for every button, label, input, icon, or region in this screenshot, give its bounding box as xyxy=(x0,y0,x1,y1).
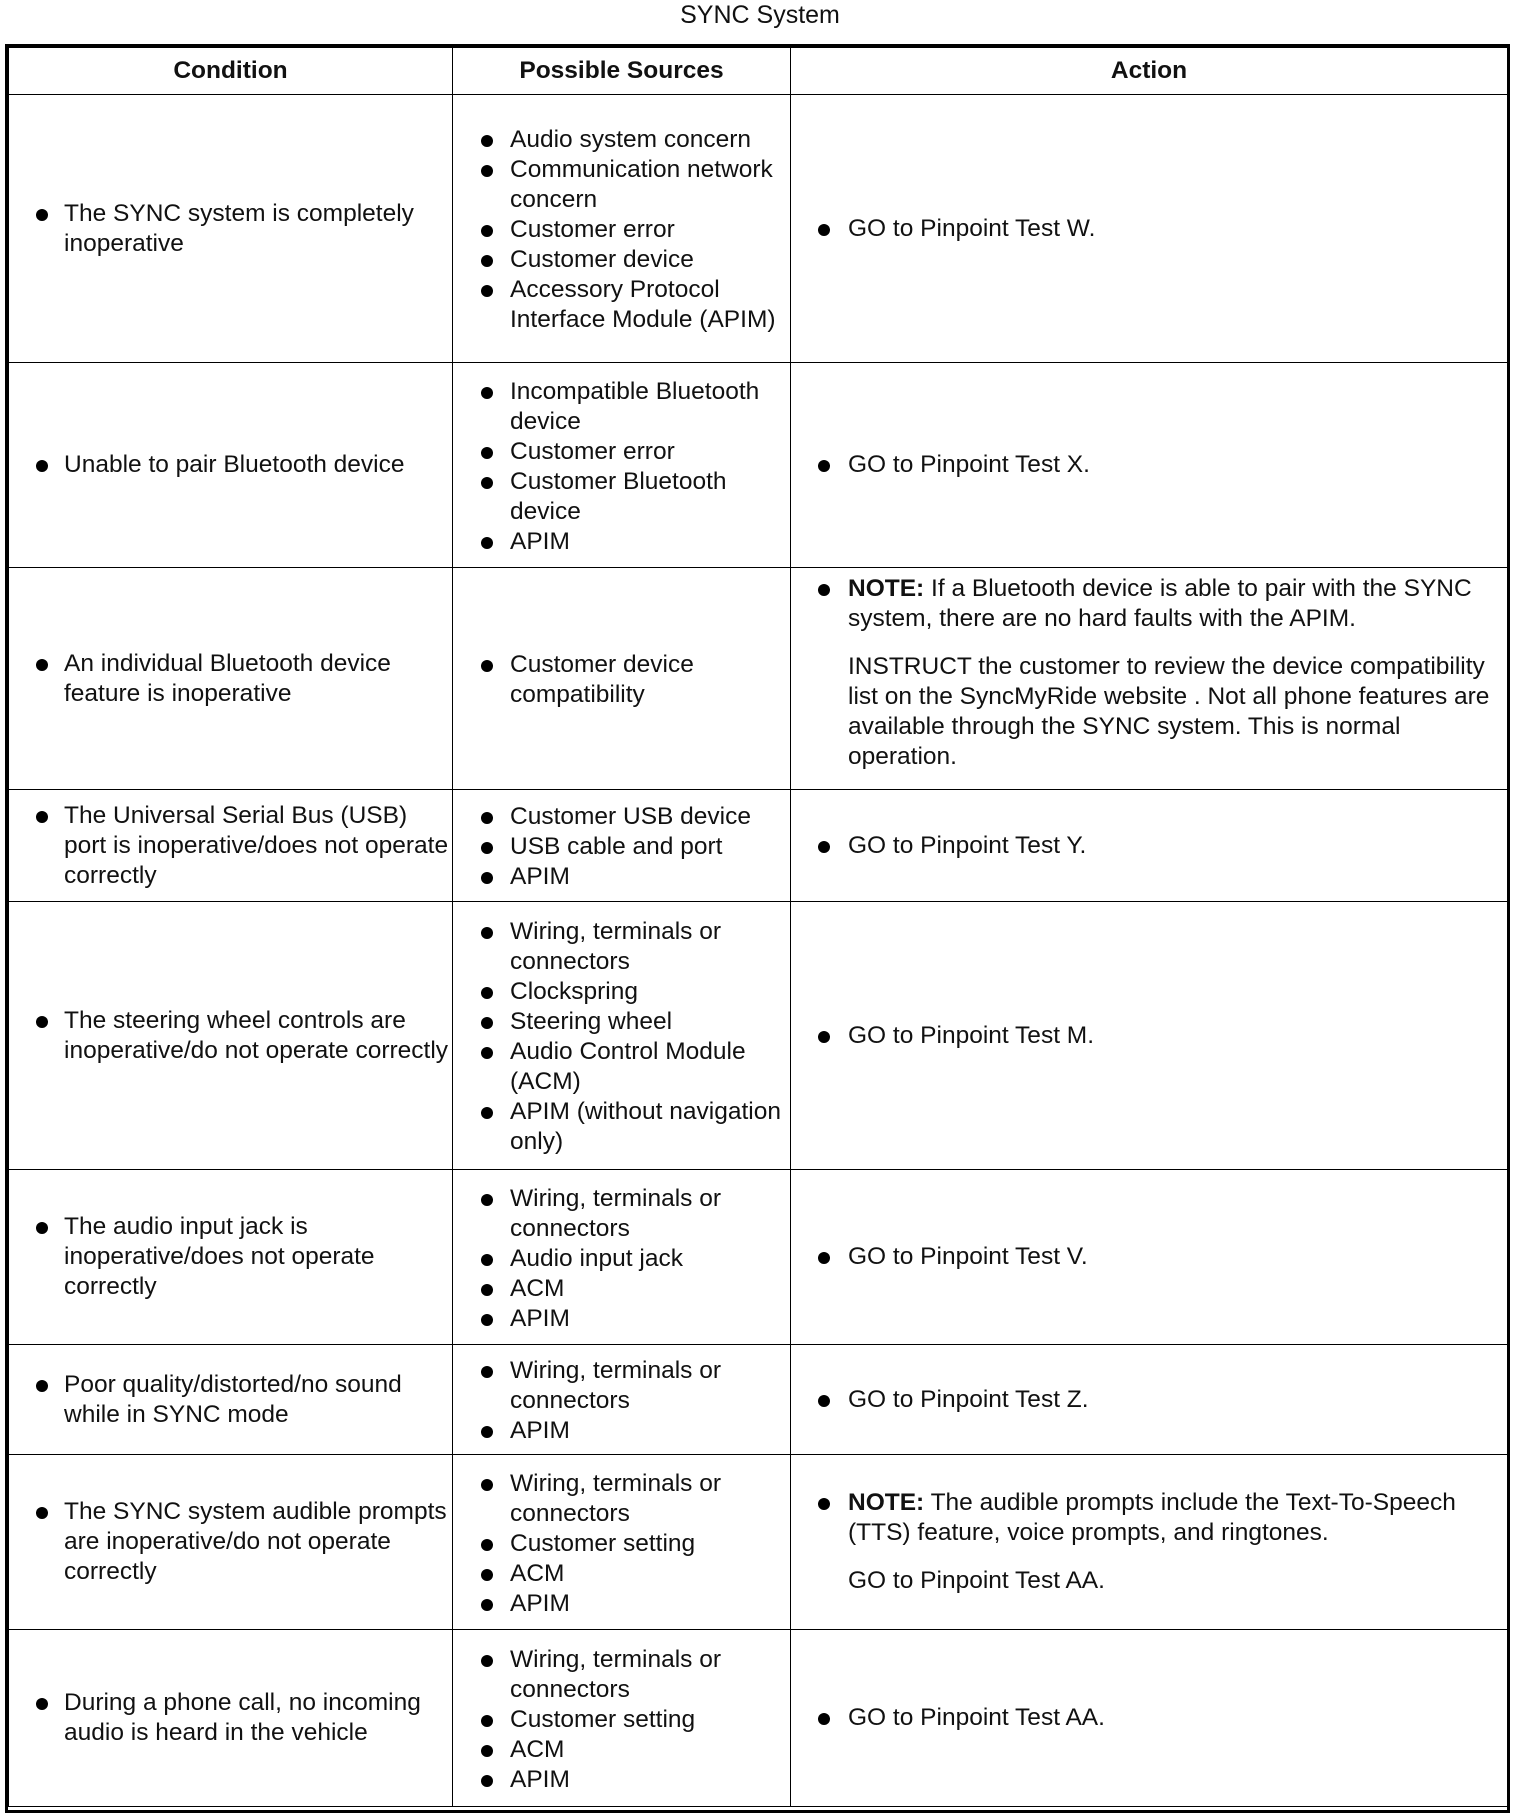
possible-sources-cell xyxy=(453,902,791,1170)
source-item: Customer device xyxy=(453,245,790,275)
source-item: Clockspring xyxy=(453,977,790,1007)
action-cell xyxy=(791,95,1508,363)
action-text: GO to Pinpoint Test X. xyxy=(848,451,1090,478)
source-item: Customer error xyxy=(453,215,790,245)
note-label: NOTE: xyxy=(848,575,925,602)
table-body xyxy=(9,95,1508,1807)
source-item: APIM xyxy=(453,1765,790,1795)
table-row xyxy=(9,1170,1508,1345)
action-item xyxy=(791,450,1507,480)
source-item: Customer setting xyxy=(453,1529,790,1559)
sources-list xyxy=(453,793,790,898)
header-row xyxy=(9,48,1508,95)
note-text: The audible prompts include the Text-To-Speech (TTS) feature, voice prompts, and ringtones. xyxy=(848,1489,1456,1546)
condition-text: An individual Bluetooth device feature is inoperative xyxy=(9,649,452,709)
sources-list xyxy=(453,1175,790,1340)
source-item: Audio input jack xyxy=(453,1244,790,1274)
source-item: APIM (without navigation only) xyxy=(453,1097,790,1157)
action-text: GO to Pinpoint Test Z. xyxy=(848,1385,1089,1413)
header-condition: Condition xyxy=(9,48,453,95)
source-item: Audio Control Module (ACM) xyxy=(453,1037,790,1097)
condition-text: The audio input jack is inoperative/does not operate correctly xyxy=(9,1212,452,1302)
sources-list xyxy=(453,641,790,716)
action-cell xyxy=(791,363,1508,568)
table-row xyxy=(9,1455,1508,1630)
possible-sources-cell xyxy=(453,1170,791,1345)
source-item: ACM xyxy=(453,1274,790,1304)
note-text: If a Bluetooth device is able to pair with the SYNC system, there are no hard faults with the APIM. xyxy=(848,575,1472,632)
action-text: GO to Pinpoint Test M. xyxy=(848,1021,1095,1049)
condition-text: Poor quality/distorted/no sound while in SYNC mode xyxy=(9,1370,452,1430)
action-item xyxy=(791,1021,1507,1051)
action-cell xyxy=(791,1345,1508,1455)
source-item: Wiring, terminals or connectors xyxy=(453,1184,790,1244)
condition-cell xyxy=(9,95,453,363)
source-item: Customer USB device xyxy=(453,802,790,832)
sources-list xyxy=(453,1636,790,1801)
source-item: APIM xyxy=(453,862,790,892)
action-item xyxy=(791,1703,1507,1733)
condition-text: The SYNC system audible prompts are inoperative/do not operate correctly xyxy=(9,1497,452,1587)
source-item: Wiring, terminals or connectors xyxy=(453,1645,790,1705)
source-item: Communication network concern xyxy=(453,155,790,215)
symptom-chart-table xyxy=(8,47,1508,1807)
action-item xyxy=(791,214,1507,244)
source-item: Wiring, terminals or connectors xyxy=(453,1356,790,1416)
source-item: APIM xyxy=(453,527,790,557)
condition-cell xyxy=(9,790,453,902)
action-item xyxy=(791,1242,1507,1272)
condition-text: Unable to pair Bluetooth device xyxy=(9,450,452,480)
action-cell xyxy=(791,790,1508,902)
table-row xyxy=(9,1345,1508,1455)
sources-list xyxy=(453,368,790,563)
table-row xyxy=(9,95,1508,363)
source-item: Customer error xyxy=(453,437,790,467)
condition-text: The Universal Serial Bus (USB) port is inoperative/does not operate correctly xyxy=(9,801,452,891)
table-row xyxy=(9,902,1508,1170)
action-item xyxy=(791,831,1507,861)
condition-cell xyxy=(9,902,453,1170)
diagnosis-table-frame xyxy=(5,44,1510,1813)
source-item: Accessory Protocol Interface Module (APIM) xyxy=(453,275,790,335)
condition-cell xyxy=(9,1170,453,1345)
condition-cell xyxy=(9,1345,453,1455)
source-item: USB cable and port xyxy=(453,832,790,862)
table-row xyxy=(9,1630,1508,1807)
action-cell xyxy=(791,568,1508,790)
source-item: APIM xyxy=(453,1416,790,1446)
action-paragraph: INSTRUCT the customer to review the device compatibility list on the SyncMyRide website . Not all phone features are available through the SYNC system. This is normal operation. xyxy=(848,653,1490,770)
source-item: Audio system concern xyxy=(453,125,790,155)
sources-list xyxy=(453,1460,790,1625)
table-row xyxy=(9,790,1508,902)
action-item xyxy=(791,1488,1507,1596)
possible-sources-cell xyxy=(453,1630,791,1807)
action-item xyxy=(791,1385,1507,1415)
sources-list xyxy=(453,1347,790,1452)
sources-list xyxy=(453,116,790,341)
action-cell xyxy=(791,902,1508,1170)
source-item: Wiring, terminals or connectors xyxy=(453,917,790,977)
action-paragraph: GO to Pinpoint Test AA. xyxy=(848,1567,1105,1594)
source-item: APIM xyxy=(453,1589,790,1619)
action-text: GO to Pinpoint Test V. xyxy=(848,1243,1088,1270)
possible-sources-cell xyxy=(453,568,791,790)
condition-cell xyxy=(9,363,453,568)
action-text: GO to Pinpoint Test AA. xyxy=(848,1704,1105,1731)
condition-text: During a phone call, no incoming audio is heard in the vehicle xyxy=(9,1688,452,1748)
condition-cell xyxy=(9,1455,453,1630)
possible-sources-cell xyxy=(453,1345,791,1455)
action-cell xyxy=(791,1630,1508,1807)
table-caption: SYNC System xyxy=(680,1,840,29)
condition-text: The SYNC system is completely inoperative xyxy=(9,199,452,259)
condition-cell xyxy=(9,1630,453,1807)
possible-sources-cell xyxy=(453,1455,791,1630)
header-action: Action xyxy=(791,48,1508,95)
source-item: ACM xyxy=(453,1735,790,1765)
possible-sources-cell xyxy=(453,790,791,902)
source-item: Customer device compatibility xyxy=(453,650,790,710)
table-row xyxy=(9,363,1508,568)
source-item: Wiring, terminals or connectors xyxy=(453,1469,790,1529)
header-possible-sources: Possible Sources xyxy=(453,48,791,95)
note-label: NOTE: xyxy=(848,1489,925,1516)
possible-sources-cell xyxy=(453,95,791,363)
source-item: Incompatible Bluetooth device xyxy=(453,377,790,437)
table-row xyxy=(9,568,1508,790)
action-text: GO to Pinpoint Test W. xyxy=(848,214,1096,242)
condition-text: The steering wheel controls are inoperative/do not operate correctly xyxy=(9,1006,452,1066)
source-item: Customer setting xyxy=(453,1705,790,1735)
action-item xyxy=(791,574,1507,772)
action-cell xyxy=(791,1170,1508,1345)
sources-list xyxy=(453,908,790,1163)
condition-cell xyxy=(9,568,453,790)
action-cell xyxy=(791,1455,1508,1630)
source-item: Customer Bluetooth device xyxy=(453,467,790,527)
source-item: APIM xyxy=(453,1304,790,1334)
source-item: ACM xyxy=(453,1559,790,1589)
possible-sources-cell xyxy=(453,363,791,568)
source-item: Steering wheel xyxy=(453,1007,790,1037)
action-text: GO to Pinpoint Test Y. xyxy=(848,831,1087,859)
